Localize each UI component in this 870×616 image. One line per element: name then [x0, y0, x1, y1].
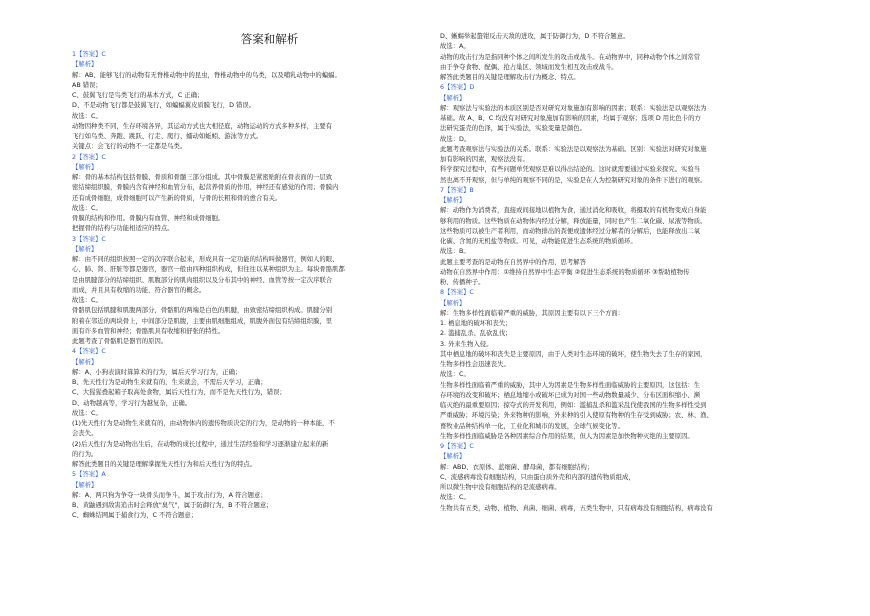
text-line: 解：生物多样性面临着严重的威胁，其原因主要有以下三个方面：: [440, 309, 624, 317]
text-line: B、黄鼬遇到敌害追击时会释放"臭气"，属于防御行为，B 不符合题意；: [72, 502, 273, 509]
analysis-tag: 【解析】: [440, 299, 466, 307]
text-line: 然也离不开观察，但与单纯的观察不同的是，实验是在人为控制研究对象的条件下进行的观察。: [440, 176, 707, 184]
text-line: 还有成骨细胞，成骨细胞可以产生新的骨质，与骨的长粗和骨的愈合有关。: [72, 194, 282, 202]
text-line: B、先天性行为是动物生来就有的，生来就会，不需后天学习，正确；: [72, 379, 267, 386]
text-line: 解答此类题目的关键是理解攻击行为概念、特点。: [440, 74, 580, 81]
text-line: 2. 滥捕乱杀、乱砍乱伐；: [440, 330, 512, 338]
text-line: 化碳、含氮的无机盐等物质。可见，动物能促进生态系统的物质循环。: [440, 238, 637, 245]
text-line: D、蜥蜴举起螯钳反击天敌的进攻，属于防御行为，D 不符合题意。: [440, 33, 630, 40]
text-line: 粉、传播种子。: [440, 279, 485, 286]
left-column: [72, 30, 467, 522]
text-line: 故选：C。: [72, 112, 102, 120]
text-line: C、大猩猩叠起箱子取高处食物，属后天性行为，而不是先天性行为，错误；: [72, 389, 286, 397]
text-line: 解答此类题目的关键是理解掌握先天性行为和后天性行为的特点。: [72, 461, 256, 468]
analysis-tag: 【解析】: [440, 453, 466, 461]
text-line: 其中栖息地的破坏和丧失是主要原因，由于人类对生态环境的破坏，使生物失去了生存的家园，: [440, 350, 707, 358]
text-line: 动物在自然界中作用：①维持自然界中生态平衡 ②促进生态系统的物质循环 ③帮助植物传: [440, 268, 690, 276]
text-line: 是由肌腱部分的结缔组织、肌腹部分的肌肉组织以及分布其中的神经、血管等按一定次序联合: [72, 276, 333, 284]
answer-heading: 4【答案】C: [72, 348, 106, 356]
text-line: 解：观察法与实验法的本质区别是否对研究对象施加有影响的因素；联系：实验法是以观察法为: [440, 104, 707, 112]
text-line: (1)先天性行为是动物生来就有的，由动物体内的遗传物质决定的行为，是动物的一种本能，不: [72, 420, 335, 427]
text-line: 心、肺、肾、肝脏等都是器官，器官一般由四种组织构成，但往往以某种组织为主。每块骨骼肌都: [72, 266, 345, 274]
text-line: 密结缔组织膜，骨膜内含有神经和血管分布，起营养骨质的作用，神经还有感觉的作用；骨膜内: [72, 184, 339, 192]
text-line: 动物的攻击行为是指同种个体之间所发生的攻击或战斗。在动物界中，同种动物个体之间常常: [440, 53, 701, 61]
left-column-lines: [72, 50, 467, 522]
text-line: 故选：C。: [72, 409, 102, 417]
text-line: 骨膜的结构和作用。骨膜内有血管、神经和成骨细胞。: [72, 215, 225, 222]
text-line: 这些物质可以被生产者利用，而动物排出的粪便或遗体经过分解者的分解后，也能释放出二氧: [440, 227, 701, 235]
text-line: 把握骨的结构与功能相适应的特点。: [72, 225, 174, 233]
text-line: 基础。故 A、B、C 均没有对研究对象施加有影响的因素，均属于观察；选项 D 用比色卡的方: [440, 115, 701, 122]
right-column-lines: [440, 32, 838, 514]
answer-heading: 1【答案】C: [72, 51, 106, 58]
answer-heading: 5【答案】A: [72, 471, 106, 479]
text-line: 故选：C。: [440, 371, 470, 379]
text-line: 故选：B。: [440, 248, 470, 256]
text-line: 生物共有五类，动物、植物、真菌、细菌、病毒，五类生物中，只有病毒没有细胞结构，病毒没有: [440, 504, 713, 512]
text-line: 1. 栖息地的破坏和丧失；: [440, 320, 512, 327]
text-line: 解：由不同的组织按照一定的次序联合起来，形成具有一定功能的结构叫做器官，例如人的眼、: [72, 256, 339, 263]
text-line: 解：ABD、衣原体、蓝细菌、酵母菌，都有细胞结构；: [440, 463, 594, 471]
text-line: 解：动物作为消费者，直接或间接地以植物为食，通过消化和吸收，将摄取的有机物变成自身能: [440, 207, 707, 215]
text-line: 面有许多血管和神经；骨骼肌具有收缩和舒张的特性。: [72, 327, 225, 335]
text-line: 由于争夺食物、配偶、抢占巢区、领域而发生相互攻击或战斗。: [440, 63, 618, 71]
text-line: 飞行如鸟类、奔跑、跳跃、行走、爬行、蠕动如蚯蚓、游泳等方式。: [72, 133, 263, 140]
text-line: 故选：D。: [440, 135, 471, 143]
analysis-tag: 【解析】: [72, 358, 98, 366]
text-line: 会丧失。: [72, 430, 98, 438]
answer-heading: 6【答案】D: [440, 84, 475, 92]
answer-heading: 8【答案】C: [440, 289, 474, 297]
text-line: (2)后天性行为是动物出生后，在动物的成长过程中，通过生活经验和学习逐渐建立起来的新: [72, 440, 329, 448]
analysis-tag: 【解析】: [72, 245, 98, 253]
text-line: 的行为。: [72, 450, 98, 458]
text-line: C、蜘蛛结网属于捕食行为，C 不符合题意；: [72, 512, 198, 520]
text-line: 故选：C。: [72, 297, 102, 304]
text-line: 故选：C。: [72, 204, 102, 212]
text-line: 严重威胁；环境污染；外来物种的影响，外来种的引入使原有物种的生存受到威胁；农、林、渔、: [440, 412, 713, 420]
text-line: 此题考查观察法与实验法的关系。联系：实验法是以观察法为基础。区别：实验法对研究对象施: [440, 145, 707, 153]
text-line: 故选：A。: [440, 43, 470, 51]
answer-heading: 3【答案】C: [72, 235, 106, 243]
answer-heading: 7【答案】B: [440, 186, 474, 194]
text-line: 畜牧业品种结构单一化，工业化和城市的发展，全球气候变化等。: [440, 422, 624, 430]
answer-heading: 9【答案】C: [440, 443, 474, 450]
text-line: D、动物越高等，学习行为越复杂，正确。: [72, 399, 192, 407]
text-line: 此题考查了骨骼肌是器官的原因。: [72, 338, 168, 345]
text-line: 故选：C。: [440, 494, 470, 502]
analysis-tag: 【解析】: [440, 197, 466, 204]
text-line: 解：骨的基本结构包括骨膜、骨质和骨髓三部分组成。其中骨膜是紧密贴附在骨表面的一层致: [72, 174, 333, 181]
text-line: 临灭绝的最重要原因；掠夺式的开发利用，例如：滥捕乱杀和滥采乱伐使我国的生物多样性受到: [440, 402, 707, 409]
analysis-tag: 【解析】: [440, 94, 466, 102]
text-line: 3. 外来生物入侵。: [440, 340, 493, 348]
text-line: 所以微生物中没有细胞结构的是流感病毒。: [440, 484, 561, 491]
text-line: AB 错误；: [72, 81, 102, 89]
text-line: 法研究蛋壳的色泽，属于实验法，实验变量是颜色。: [440, 125, 586, 133]
text-line: 解：A、小狗表演时算算术的行为，属后天学习行为，正确；: [72, 368, 242, 376]
text-line: 生物多样性面临威胁是各种因素综合作用的结果，但人为因素是加快物种灭绝的主要原因。: [440, 432, 694, 440]
text-line: 关键点：会飞行的动物不一定都是鸟类。: [72, 143, 187, 151]
text-line: 加有影响的因素，观察法没有。: [440, 156, 529, 163]
analysis-tag: 【解析】: [72, 61, 98, 69]
analysis-tag: 【解析】: [72, 481, 98, 489]
text-line: 科学探究过程中，有些问题单凭观察是难以得出结论的。这时就需要通过实验来探究。实验当: [440, 166, 701, 174]
text-line: 附着在邻近的两块骨上，中间部分是肌腹，主要由肌细胞组成，肌腹外面包有结缔组织膜，里: [72, 317, 333, 325]
right-column: [440, 32, 838, 514]
text-line: 生物多样性会迅速丧失。: [440, 361, 510, 368]
text-line: 解：A、两只狗为争夺一块骨头而争斗，属于攻击行为，A 符合题意；: [72, 491, 267, 499]
text-line: 动物因种类不同，生存环境各异，其运动方式也大相径庭，动物运动的方式多种多样，主要有: [72, 122, 333, 130]
text-line: 生物多样性面临着严重的威胁，其中人为因素是生物多样性面临威胁的主要原因，这包括：生: [440, 381, 701, 389]
text-line: C、流感病毒没有细胞结构，只由蛋白质外壳和内部的遗传物质组成，: [440, 473, 635, 481]
analysis-tag: 【解析】: [72, 163, 98, 171]
text-line: 够利用的物质。这些物质在动物体内经过分解，释放能量，同时也产生二氧化碳、尿液等物质。: [440, 217, 707, 225]
text-line: 解：AB、能够飞行的动物有无脊椎动物中的昆虫，脊椎动物中的鸟类，以及哺乳动物中的蝙蝠。: [72, 71, 341, 79]
text-line: 此题主要考查的是动物在自然界中的作用，思考解答: [440, 258, 586, 266]
text-line: D、不是动物飞行都是鼓翼飞行，如蝙蝠翼皮质膜飞行，D 错误。: [72, 102, 256, 110]
text-line: 骨骼肌包括肌腱和肌腹两部分，骨骼肌的两端是白色的肌腱，由致密结缔组织构成。肌腱分别: [72, 307, 333, 315]
answer-heading: 2【答案】C: [72, 153, 106, 161]
text-line: 存环境的改变和破坏；栖息地缩小或破坏已成为对国一些动物数量减少、分布区面积缩小、濒: [440, 391, 701, 399]
text-line: 而成，并且具有收缩的功能，符合器官的概念。: [72, 286, 206, 294]
text-line: C、鼓翼飞行是鸟类飞行的基本方式，C 正确；: [72, 92, 204, 99]
document-title: 答案和解析: [240, 32, 299, 46]
